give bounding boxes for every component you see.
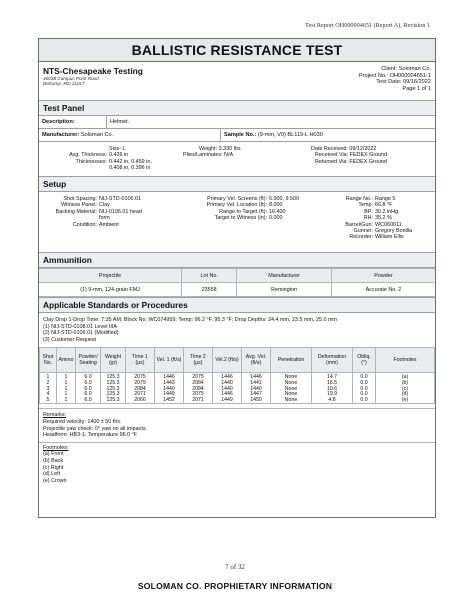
footnote-item: (d) Left bbox=[43, 471, 61, 478]
shot-cell: 1 bbox=[57, 392, 76, 398]
shot-cell: None bbox=[271, 381, 312, 387]
shots-header: Time 1 (µs) bbox=[126, 348, 155, 373]
gunner-value: Gregory Bonilla bbox=[375, 228, 413, 235]
shot-cell: 1446 bbox=[155, 373, 184, 381]
sample-label: Sample No.: bbox=[224, 132, 257, 138]
ammo-projectile: (1) 9-mm, 124-grain FMJ bbox=[39, 283, 182, 297]
vel-location-value: 8.000 bbox=[269, 202, 283, 209]
shots-header: Time 2 (µs) bbox=[184, 348, 213, 373]
shot-cell: (c) bbox=[376, 387, 435, 393]
shots-header: Deformation (mm) bbox=[312, 348, 353, 373]
description-label: Description: bbox=[42, 119, 75, 125]
footnote-item: (b) Back bbox=[43, 457, 64, 464]
shot-cell: 1446 bbox=[213, 392, 242, 398]
shots-header: Weight (gr) bbox=[101, 348, 126, 373]
shot-cell: 2084 bbox=[184, 381, 213, 387]
shot-cell: 5 bbox=[40, 398, 57, 404]
shot-cell: 1440 bbox=[213, 387, 242, 393]
manufacturer-label: Manufacturer: bbox=[42, 132, 80, 138]
shot-cell: 2 bbox=[40, 381, 57, 387]
shots-header: Shot No. bbox=[40, 348, 57, 373]
shot-cell: 1449 bbox=[213, 398, 242, 404]
setup-heading: Setup bbox=[39, 177, 435, 192]
clay-drop-line: Clay Drop 1-Drop Time: 7:35 AM; Block No. WC074959; Temp: 96.2 °F, 95.3 °F; Drop Depths: 24.4 mm, 23.5 mm, 25.0 mm bbox=[43, 317, 337, 323]
company-name: NTS-Chesapeake Testing bbox=[43, 66, 143, 76]
thicknesses-value-1: 0.442 in, 0.459 in, bbox=[109, 158, 152, 165]
thicknesses-label: Thicknesses: bbox=[75, 158, 107, 165]
shot-cell: 2079 bbox=[126, 381, 155, 387]
shot-cell: 6.0 bbox=[76, 392, 101, 398]
page-of: Page 1 of 1 bbox=[402, 85, 431, 92]
company-address bbox=[43, 76, 99, 87]
shot-cell: 2075 bbox=[184, 392, 213, 398]
shot-cell: 1450 bbox=[242, 398, 271, 404]
shot-cell: 125.3 bbox=[101, 387, 126, 393]
shot-cell: 1443 bbox=[155, 381, 184, 387]
ammo-lot: 23558 bbox=[182, 283, 237, 297]
footnote-item: (a) Front bbox=[43, 451, 64, 458]
shots-header: Penetration bbox=[271, 348, 312, 373]
shot-cell: 19.9 bbox=[312, 392, 353, 398]
shot-cell: 2084 bbox=[126, 387, 155, 393]
panel-details bbox=[39, 142, 435, 177]
witness-panel-label: Witness Panel: bbox=[61, 202, 97, 209]
remarks-block bbox=[39, 408, 435, 441]
shot-cell: 1 bbox=[40, 373, 57, 381]
weight: Weight: 3.330 lbs bbox=[199, 146, 241, 152]
shot-cell: (d) bbox=[376, 392, 435, 398]
shot-cell: 125.3 bbox=[101, 398, 126, 404]
shot-cell: 0.0 bbox=[353, 398, 376, 404]
date-received: Date Received: 09/12/2022 bbox=[311, 146, 377, 152]
returned-via: Returned Via: FEDEX Ground bbox=[315, 158, 387, 165]
bp-value: 30.2 inHg bbox=[375, 208, 399, 215]
shot-cell: 1 bbox=[57, 381, 76, 387]
shots-header: Ammo bbox=[57, 348, 76, 373]
company-block bbox=[39, 62, 435, 101]
manufacturer-value: Soloman Co. bbox=[80, 132, 114, 138]
address-line-1: 4603B Campus Point Road bbox=[43, 76, 99, 81]
shot-cell: 1447 bbox=[242, 392, 271, 398]
shot-cell: 2075 bbox=[184, 373, 213, 381]
shot-row bbox=[40, 398, 435, 404]
address-line-2: Belcamp, MD 21017 bbox=[43, 81, 85, 87]
project-number: Project No.: OH000004651-1 bbox=[358, 72, 431, 79]
shot-cell: 1440 bbox=[242, 387, 271, 393]
avg-thickness-label: Avg. Thickness: bbox=[69, 152, 107, 159]
description-value: Helmet. bbox=[110, 119, 130, 125]
shot-cell: None bbox=[271, 387, 312, 393]
target-to-witness-value: 0.000 bbox=[269, 215, 283, 222]
footnote-item: (c) Right bbox=[43, 464, 64, 471]
size: Size: L bbox=[109, 146, 126, 152]
barrel-label: Barrel/Gun: bbox=[345, 221, 373, 228]
shot-cell: 0.0 bbox=[353, 373, 376, 381]
recorder-label: Recorder: bbox=[349, 234, 373, 241]
condition-label: Condition: bbox=[72, 221, 97, 228]
shot-cell: (b) bbox=[376, 381, 435, 387]
shot-cell: 6.0 bbox=[76, 373, 101, 381]
shot-cell: 1441 bbox=[242, 381, 271, 387]
footnotes-label: Footnotes: bbox=[43, 444, 69, 451]
shots-header: Vel. 1 (ft/s) bbox=[155, 348, 184, 373]
backing-material-value-2: form bbox=[99, 215, 110, 222]
ammo-powder: Accurate No. 2 bbox=[331, 283, 435, 297]
shot-cell: (a) bbox=[376, 373, 435, 381]
setup-details bbox=[39, 192, 435, 253]
shot-cell: 0.0 bbox=[353, 381, 376, 387]
ammunition-header-row bbox=[39, 269, 435, 283]
shot-cell: None bbox=[271, 373, 312, 381]
barrel-value: WC060611 bbox=[375, 221, 402, 228]
rh-value: 35.2 % bbox=[375, 215, 392, 222]
witness-panel-value: Clay bbox=[99, 202, 110, 209]
shot-cell: 1446 bbox=[242, 373, 271, 381]
standard-3: (3) Customer Request bbox=[43, 336, 97, 343]
standard-2: (2) NIJ-STD-0106.01 (Modified) bbox=[43, 330, 119, 337]
target-to-witness-label: Target to Witness (in): bbox=[214, 215, 267, 222]
standards-list bbox=[39, 313, 435, 345]
remark-velocity: Required velocity: 1400 ± 50 ft/s. bbox=[43, 418, 122, 425]
vel-screens-value: 6.500, 9.500 bbox=[269, 196, 299, 202]
page-number: 7 of 32 bbox=[225, 563, 245, 571]
client-info bbox=[359, 66, 431, 92]
recorder-value: William Ellis bbox=[375, 234, 404, 241]
standard-1: (1) NIJ-STD-0108.01 Level IIIA bbox=[43, 323, 118, 330]
shot-cell: 2066 bbox=[126, 398, 155, 404]
shot-cell: 125.3 bbox=[101, 373, 126, 381]
shots-header: Obliq. (°) bbox=[353, 348, 376, 373]
shots-body bbox=[40, 373, 435, 404]
range-to-target-label: Range to Target (ft): bbox=[219, 208, 267, 215]
ammo-header-lot: Lot No. bbox=[182, 269, 237, 283]
rh-label: RH: bbox=[363, 215, 373, 222]
report-frame bbox=[38, 38, 436, 518]
shot-row bbox=[40, 373, 435, 381]
avg-thickness-value: 0.426 in bbox=[109, 152, 129, 159]
temp-label: Temp: bbox=[358, 202, 373, 209]
shot-cell: 0.0 bbox=[353, 387, 376, 393]
shot-cell: 1 bbox=[57, 387, 76, 393]
test-panel-heading: Test Panel bbox=[39, 101, 435, 116]
bp-label: BP: bbox=[364, 208, 373, 215]
plies: Plies/Laminates: N/A bbox=[183, 152, 234, 159]
shot-cell: 2071 bbox=[126, 392, 155, 398]
backing-material-value: NIJ-0106.01 head bbox=[99, 208, 142, 215]
condition-value: Ambient bbox=[99, 221, 119, 228]
shot-cell: 2071 bbox=[184, 398, 213, 404]
remark-yaw: Projectile yaw check: 0° yaw on all impacts. bbox=[43, 425, 148, 432]
range-no-value: Range 5 bbox=[375, 196, 396, 202]
client-name: Client: Soloman Co. bbox=[381, 66, 431, 72]
shot-spacing-value: NIJ-STD-0106.01 bbox=[99, 196, 141, 202]
shot-cell: 1446 bbox=[213, 373, 242, 381]
ammo-header-projectile: Projectile bbox=[39, 269, 182, 283]
shot-cell: 1440 bbox=[155, 387, 184, 393]
remark-headform: Headform: HB3-1: Temperature 96.0 °F bbox=[43, 432, 138, 439]
shots-header: Vel.2 (ft/s) bbox=[213, 348, 242, 373]
temp-value: 66.8 °F bbox=[375, 202, 393, 209]
footnote-item: (e) Crown bbox=[43, 477, 67, 484]
remarks-label: Remarks: bbox=[43, 412, 67, 419]
shots-header: Powder/ Seating bbox=[76, 348, 101, 373]
shot-cell: 14.7 bbox=[312, 373, 353, 381]
ammunition-row bbox=[39, 283, 435, 297]
ammo-manufacturer: Remington bbox=[237, 283, 331, 297]
shot-cell: 4 bbox=[40, 392, 57, 398]
shots-table bbox=[39, 347, 435, 404]
gunner-label: Gunner: bbox=[353, 228, 373, 235]
received-via: Received Via: FEDEX Ground bbox=[315, 152, 388, 159]
shot-cell: 4.8 bbox=[312, 398, 353, 404]
report-reference: Test Report OH000004651 (Report A), Revision 1 bbox=[305, 22, 430, 29]
shot-cell: 1 bbox=[57, 373, 76, 381]
shot-cell: None bbox=[271, 392, 312, 398]
standards-heading: Applicable Standards or Procedures bbox=[39, 297, 435, 313]
shot-cell: 1449 bbox=[155, 392, 184, 398]
shot-cell: 6.0 bbox=[76, 387, 101, 393]
range-to-target-value: 16.400 bbox=[269, 208, 286, 215]
shot-cell: 19.6 bbox=[312, 387, 353, 393]
report-title: BALLISTIC RESISTANCE TEST bbox=[39, 39, 435, 62]
shot-cell: 1440 bbox=[213, 381, 242, 387]
backing-material-label: Backing Material: bbox=[55, 208, 97, 215]
shots-header: Footnotes bbox=[376, 348, 435, 373]
shot-spacing-label: Shot Spacing: bbox=[63, 196, 97, 202]
shot-cell: 16.5 bbox=[312, 381, 353, 387]
thicknesses-value-2: 0.408 in, 0.396 in bbox=[109, 165, 151, 172]
shot-cell: (e) bbox=[376, 398, 435, 404]
vel-screens-label: Primary Vel. Screens (ft): bbox=[207, 196, 267, 202]
proprietary-footer: SOLOMAN CO. PROPHIETARY INFORMATION bbox=[137, 581, 333, 591]
ammo-header-powder: Powder bbox=[331, 269, 435, 283]
shots-header: Avg. Vel. (ft/s) bbox=[242, 348, 271, 373]
footnotes-block bbox=[39, 442, 435, 487]
shot-cell: 1452 bbox=[155, 398, 184, 404]
ammunition-table bbox=[39, 268, 435, 297]
shot-cell: 1 bbox=[57, 398, 76, 404]
shot-cell: 6.0 bbox=[76, 398, 101, 404]
shot-cell: 6.0 bbox=[76, 381, 101, 387]
description-row bbox=[39, 116, 435, 129]
shot-cell: 125.3 bbox=[101, 381, 126, 387]
vel-location-label: Primary Vel. Location (ft): bbox=[206, 202, 267, 209]
ammo-header-manufacturer: Manufacturer bbox=[237, 269, 331, 283]
manufacturer-row bbox=[39, 129, 435, 142]
shot-cell: 2075 bbox=[126, 373, 155, 381]
shot-cell: 3 bbox=[40, 387, 57, 393]
range-no-label: Range No.: bbox=[345, 196, 373, 202]
shot-cell: 2084 bbox=[184, 387, 213, 393]
test-date: Test Date: 09/16/2022 bbox=[376, 79, 431, 86]
shot-cell: 0.0 bbox=[353, 392, 376, 398]
sample-value: (9-mm, V0) BL119-L H030 bbox=[257, 132, 323, 138]
shot-cell: 125.3 bbox=[101, 392, 126, 398]
shots-header-row bbox=[40, 348, 435, 373]
ammunition-heading: Ammunition bbox=[39, 253, 435, 268]
shot-cell: None bbox=[271, 398, 312, 404]
